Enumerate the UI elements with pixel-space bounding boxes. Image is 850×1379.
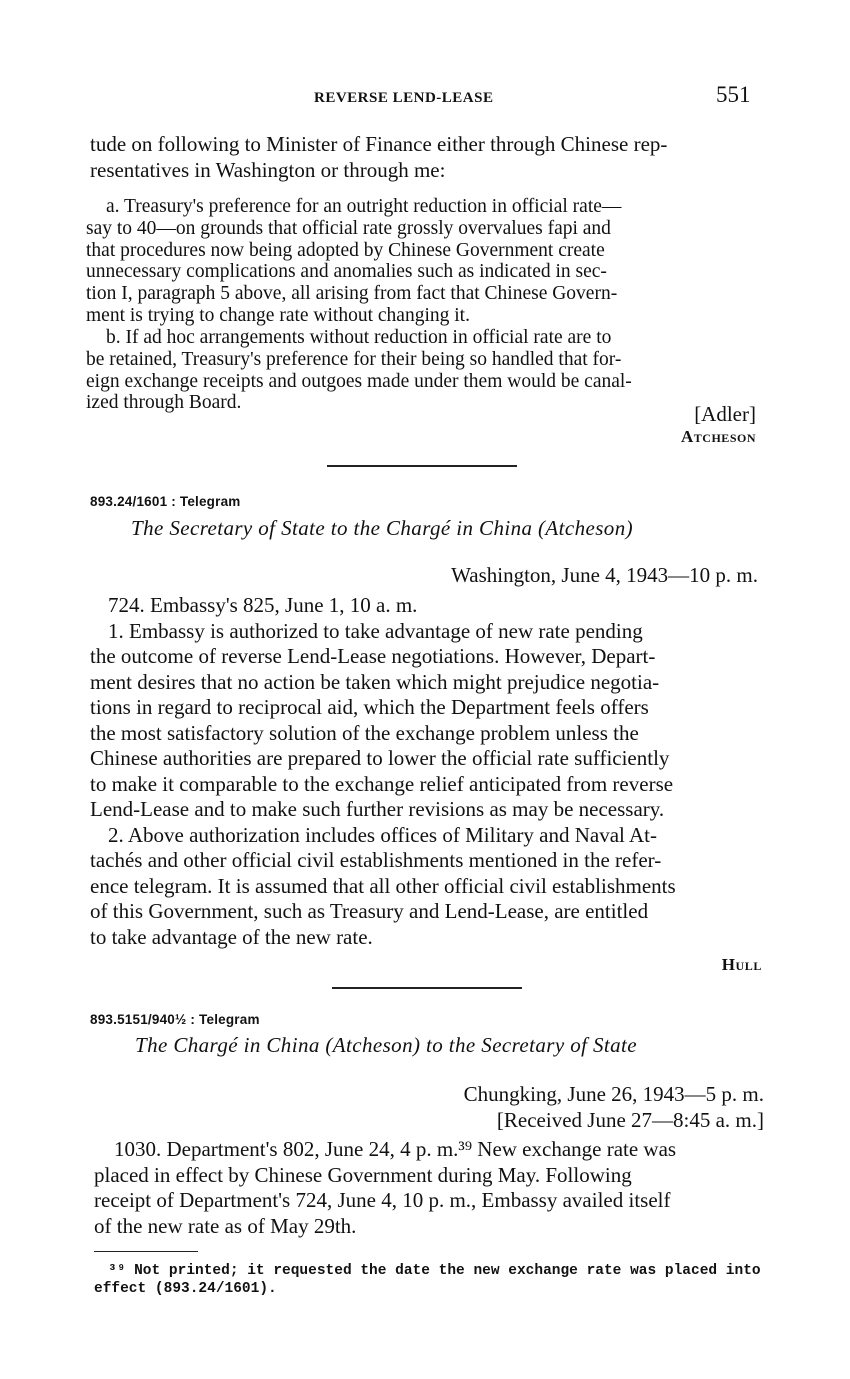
dateline xyxy=(380,563,758,588)
text-line: tude on following to Minister of Finance either through Chinese rep- xyxy=(90,132,668,156)
dateline xyxy=(380,1081,764,1133)
text-line: of the new rate as of May 29th. xyxy=(94,1213,357,1238)
text-line: ment desires that no action be taken which might prejudice negotia- xyxy=(90,669,660,694)
doc2-body xyxy=(90,593,762,950)
doc1-opening xyxy=(90,132,760,183)
text-line: Lend-Lease and to make such further revisions as may be necessary. xyxy=(90,797,665,821)
text-line: tion I, paragraph 5 above, all arising from fact that Chinese Govern- xyxy=(86,283,618,305)
dateline-text: Washington, June 4, 1943—10 p. m. xyxy=(451,563,758,587)
document-subject: The Chargé in China (Atcheson) to the Secretary of State xyxy=(135,1033,638,1057)
text-line: to make it comparable to the exchange relief anticipated from reverse xyxy=(90,771,674,796)
doc1-signature xyxy=(560,402,756,447)
text-line: of this Government, such as Treasury and Lend-Lease, are entitled xyxy=(90,899,649,923)
text-line: say to 40—on grounds that official rate grossly overvalues fapi and xyxy=(86,217,611,239)
signature-bracket: [Adler] xyxy=(694,402,756,426)
page-number: 551 xyxy=(716,82,751,107)
text-line: the most satisfactory solution of the exchange problem unless the xyxy=(90,720,639,745)
text-line: placed in effect by Chinese Government during May. Following xyxy=(94,1162,632,1187)
text-line: effect (893.24/1601). xyxy=(94,1281,277,1297)
doc1-item-a xyxy=(86,196,760,327)
text-line: a. Treasury's preference for an outright reduction in official rate— xyxy=(106,196,622,217)
text-line: Chinese authorities are prepared to lower the official rate sufficiently xyxy=(90,746,670,770)
text-line: ence telegram. It is assumed that all other official civil establishments xyxy=(90,873,676,898)
text-line: that procedures now being adopted by Chinese Government create xyxy=(86,239,605,261)
text-line: 724. Embassy's 825, June 1, 10 a. m. xyxy=(108,593,418,617)
file-id: 893.5151/940½ : Telegram xyxy=(90,1012,260,1027)
section-divider xyxy=(327,465,517,467)
signature-name: Hull xyxy=(721,955,762,974)
document-subject: The Secretary of State to the Chargé in China (Atcheson) xyxy=(131,516,634,540)
text-line: ized through Board. xyxy=(86,392,242,414)
text-line: receipt of Department's 724, June 4, 10 p. m., Embassy availed itself xyxy=(94,1188,671,1212)
section-divider xyxy=(332,987,522,989)
doc3-body xyxy=(94,1137,764,1239)
footnote-rule xyxy=(94,1251,198,1252)
received-text: [Received June 27—8:45 a. m.] xyxy=(496,1108,764,1132)
file-id: 893.24/1601 : Telegram xyxy=(90,494,241,509)
footnote xyxy=(94,1262,766,1298)
text-line: ³⁹ Not printed; it requested the date the new exchange rate was placed into xyxy=(108,1263,761,1279)
text-line: tions in regard to reciprocal aid, which the Department feels offers xyxy=(90,695,649,719)
text-line: eign exchange receipts and outgoes made under them would be canal- xyxy=(86,370,632,392)
text-line: b. If ad hoc arrangements without reduction in official rate are to xyxy=(106,327,612,348)
text-line: unnecessary complications and anomalies such as indicated in sec- xyxy=(86,261,607,283)
text-line: the outcome of reverse Lend-Lease negotiations. However, Depart- xyxy=(90,644,656,668)
signature-name: Atcheson xyxy=(681,427,756,446)
text-line: 1. Embassy is authorized to take advantage of new rate pending xyxy=(108,618,643,643)
text-line: be retained, Treasury's preference for their being so handled that for- xyxy=(86,348,622,370)
text-line: tachés and other official civil establishments mentioned in the refer- xyxy=(90,848,662,872)
text-line: ment is trying to change rate without changing it. xyxy=(86,304,470,326)
text-line: 2. Above authorization includes offices of Military and Naval At- xyxy=(108,822,657,847)
text-line: to take advantage of the new rate. xyxy=(90,924,373,949)
dateline-text: Chungking, June 26, 1943—5 p. m. xyxy=(463,1082,764,1106)
text-line: 1030. Department's 802, June 24, 4 p. m.³⁹ New exchange rate was xyxy=(114,1137,677,1161)
running-title: REVERSE LEND-LEASE xyxy=(314,90,494,106)
text-line: resentatives in Washington or through me: xyxy=(90,157,446,182)
